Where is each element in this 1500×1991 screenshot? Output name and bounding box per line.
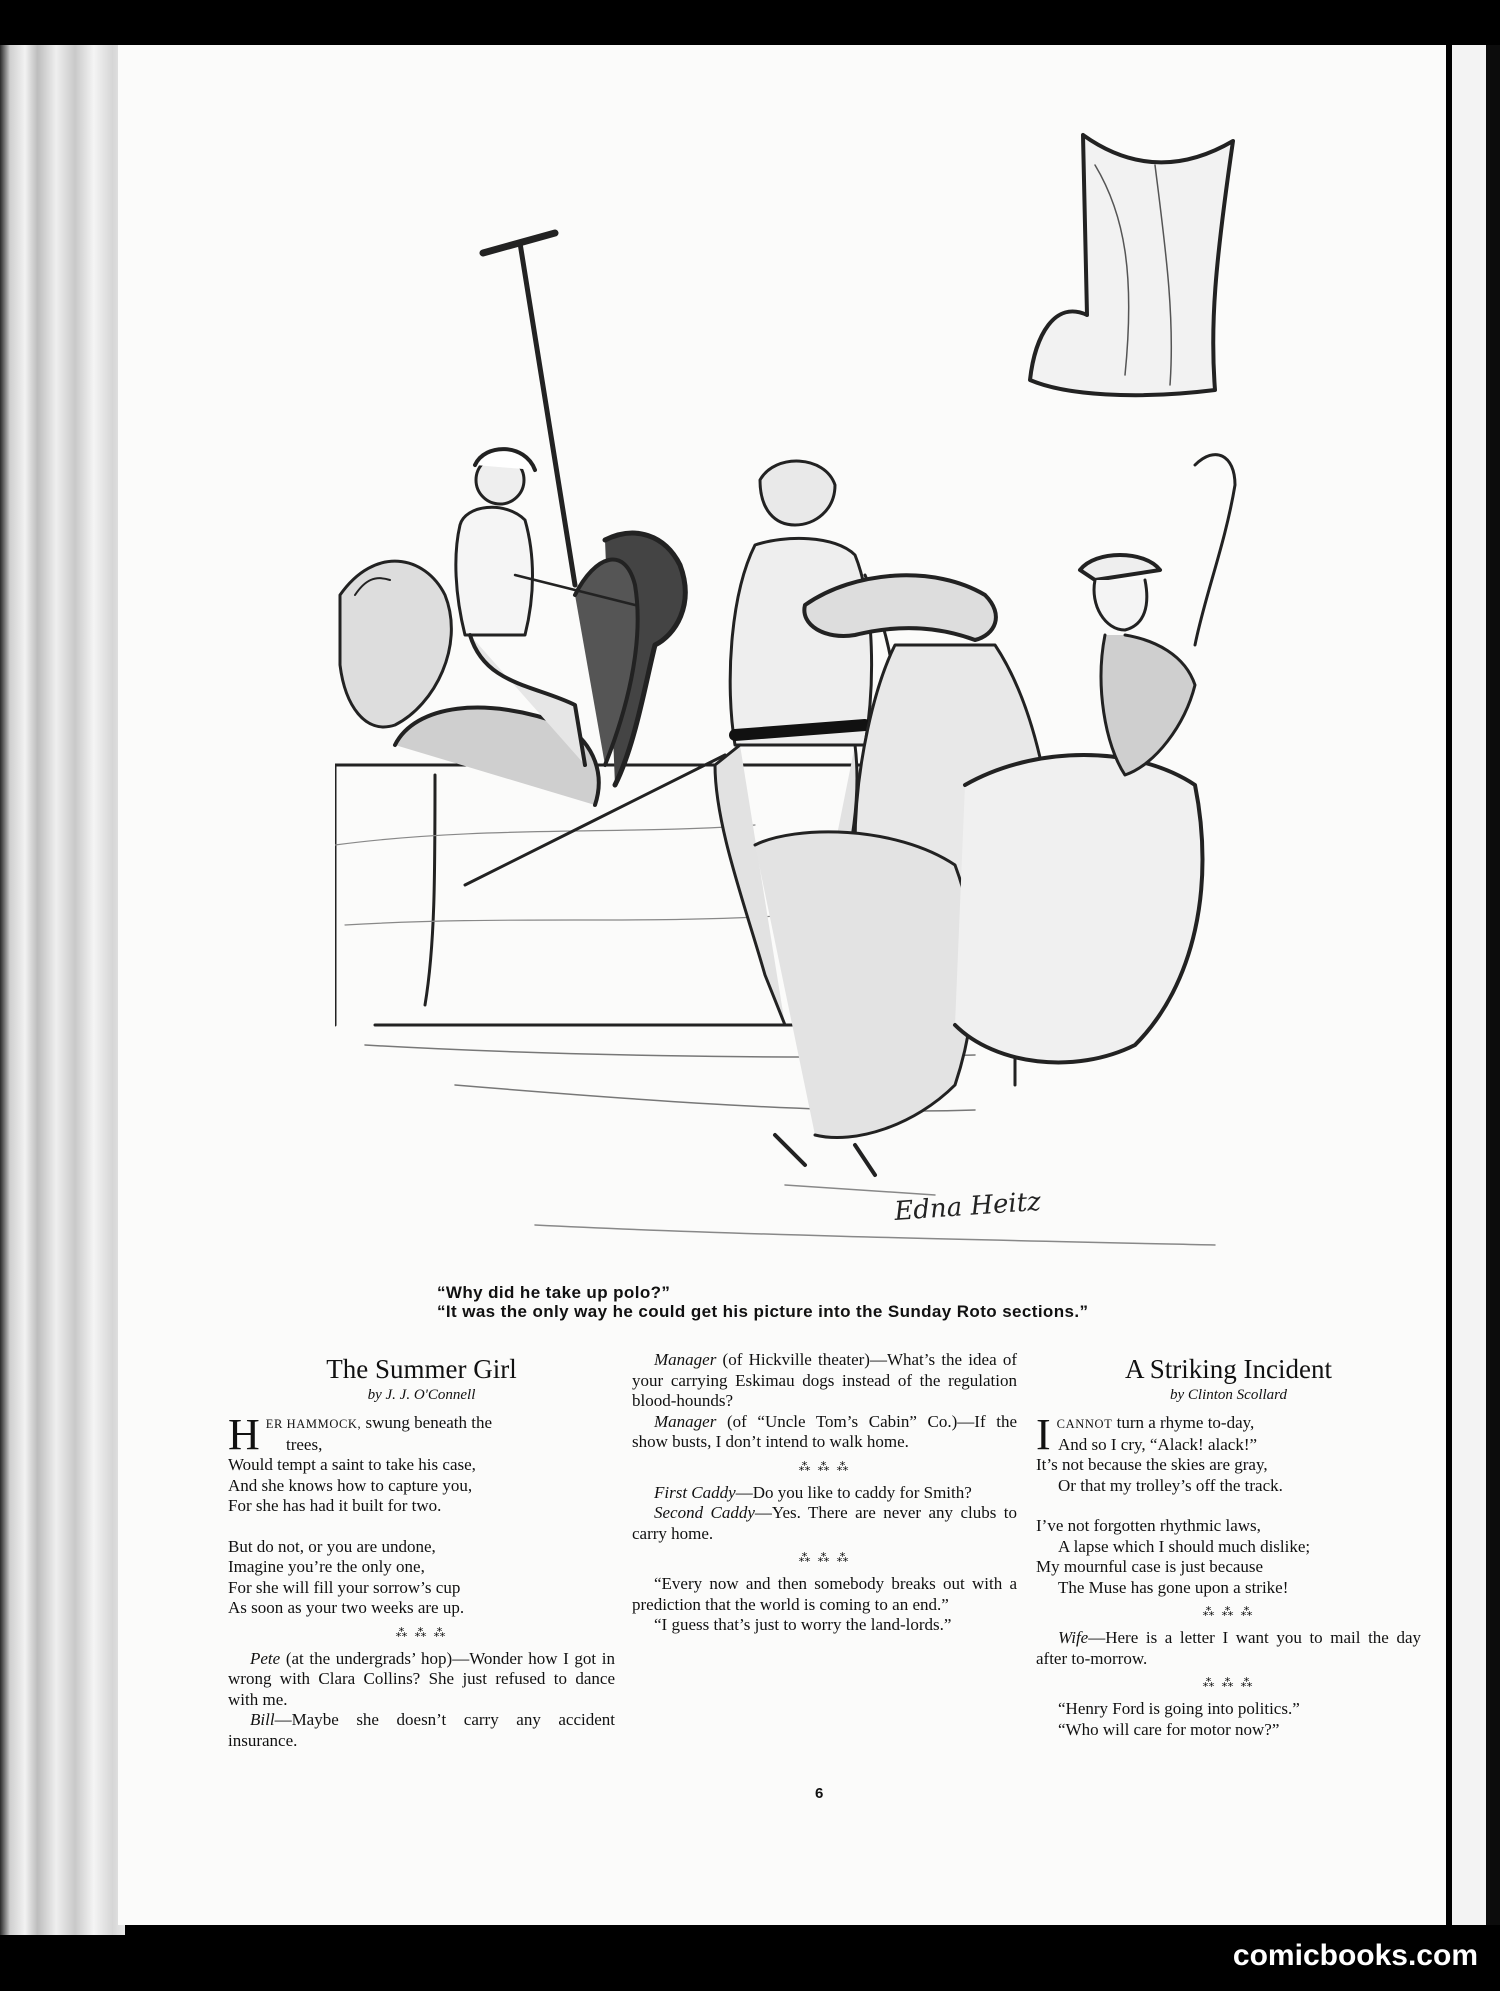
poem-line: It’s not because the skies are gray, xyxy=(1036,1455,1268,1474)
caption-line-1: “Why did he take up polo?” xyxy=(437,1283,671,1302)
small-caps-lead: ER HAMMOCK, xyxy=(265,1417,362,1431)
dog xyxy=(340,561,451,727)
artist-signature: Edna Heitz xyxy=(893,1186,1042,1227)
poem-line: Would tempt a saint to take his case, xyxy=(228,1455,476,1474)
man-boater-hat xyxy=(1080,455,1235,775)
section-ornament: ⁂ ⁂ ⁂ xyxy=(798,1551,851,1565)
facing-page-edge xyxy=(1452,45,1500,1925)
joke-text: —Do you like to caddy for Smith? xyxy=(735,1482,972,1502)
poem-line: Imagine you’re the only one, xyxy=(228,1557,425,1576)
joke-manager-1 xyxy=(632,1350,1017,1412)
first-line-rest: swung beneath the xyxy=(361,1413,493,1432)
joke-text: (at the undergrads’ hop)—Wonder how I got in wrong with Clara Collins? She just refused to dance with me. xyxy=(228,1648,615,1709)
caption-line-2: “It was the only way he could get his picture into the Sunday Roto sections.” xyxy=(437,1302,1089,1321)
joke-text: (of Hickville theater)—What’s the idea of your carrying Eskimau dogs instead of the regulation blood-hounds? xyxy=(632,1350,1017,1410)
speaker: First Caddy xyxy=(654,1482,736,1502)
poem xyxy=(1036,1410,1421,1598)
poem-line: But do not, or you are undone, xyxy=(228,1536,436,1556)
joke-caddy-2 xyxy=(632,1503,1017,1544)
first-line-rest: turn a rhyme to-day, xyxy=(1112,1413,1255,1432)
joke-landlords: “I guess that’s just to worry the land-lords.” xyxy=(654,1615,952,1634)
speaker: Second Caddy xyxy=(654,1503,755,1522)
pennant-flag xyxy=(1030,135,1233,395)
column-striking-incident xyxy=(1036,1350,1421,1740)
page-number: 6 xyxy=(815,1785,824,1802)
drop-cap: I xyxy=(1036,1410,1051,1459)
joke-text: —Yes. There are never any clubs to carry home. xyxy=(632,1503,1017,1543)
section-ornament: ⁂ ⁂ ⁂ xyxy=(798,1459,851,1474)
poem-line: And she knows how to capture you, xyxy=(228,1475,473,1495)
poem-line: As soon as your two weeks are up. xyxy=(228,1598,465,1617)
speaker: Manager xyxy=(654,1411,717,1431)
speaker: Manager xyxy=(654,1350,717,1369)
joke-bill xyxy=(228,1710,615,1751)
joke-ford-2: “Who will care for motor now?” xyxy=(1058,1719,1280,1739)
site-watermark: comicbooks.com xyxy=(1232,1939,1478,1972)
poem-line: Or that my trolley’s off the track. xyxy=(1058,1475,1283,1495)
joke-ford-1: “Henry Ford is going into politics.” xyxy=(1058,1699,1300,1718)
poem-line: A lapse which I should much dislike; xyxy=(1058,1536,1311,1556)
poem-line: trees, xyxy=(286,1434,323,1454)
facing-page-binding xyxy=(1486,45,1500,1925)
poem-first-line xyxy=(1036,1413,1421,1435)
poem xyxy=(228,1410,615,1619)
joke-world-end: “Every now and then somebody breaks out with a prediction that the world is coming to an end.” xyxy=(632,1574,1017,1614)
joke-caddy-1 xyxy=(632,1483,1017,1504)
joke-manager-2 xyxy=(632,1412,1017,1453)
poem-line: And so I cry, “Alack! alack!” xyxy=(1058,1434,1258,1454)
column-jokes xyxy=(632,1350,1017,1636)
poem-line: My mournful case is just because xyxy=(1036,1557,1264,1576)
speaker: Bill xyxy=(250,1710,275,1729)
section-ornament: ⁂ ⁂ ⁂ xyxy=(1202,1605,1255,1619)
poem-line: I’ve not forgotten rhythmic laws, xyxy=(1036,1516,1261,1535)
poem-line: The Muse has gone upon a strike! xyxy=(1058,1577,1289,1597)
joke-text: —Maybe she doesn’t carry any accident insurance. xyxy=(228,1710,615,1750)
article-byline: by J. J. O'Connell xyxy=(367,1387,476,1403)
book-page-edges xyxy=(0,45,125,1935)
speaker: Pete xyxy=(250,1648,281,1668)
poem-line: For she will fill your sorrow’s cup xyxy=(228,1577,461,1597)
polo-illustration xyxy=(335,125,1335,1280)
joke-wife xyxy=(1036,1628,1421,1669)
joke-text: (of “Uncle Tom’s Cabin” Co.)—If the show busts, I don’t intend to walk home. xyxy=(632,1411,1017,1451)
article-title: The Summer Girl xyxy=(326,1354,517,1384)
joke-text: —Here is a letter I want you to mail the day after to-morrow. xyxy=(1036,1628,1421,1668)
section-ornament: ⁂ ⁂ ⁂ xyxy=(1202,1676,1255,1690)
poem-line: For she has had it built for two. xyxy=(228,1496,442,1515)
poem-first-line xyxy=(228,1413,615,1435)
joke-pete xyxy=(228,1649,615,1711)
drop-cap: H xyxy=(228,1410,260,1459)
column-summer-girl xyxy=(228,1350,615,1751)
speaker: Wife xyxy=(1058,1628,1089,1647)
article-title: A Striking Incident xyxy=(1125,1354,1332,1384)
illustration-caption xyxy=(437,1283,1337,1321)
article-byline: by Clinton Scollard xyxy=(1170,1387,1287,1403)
small-caps-lead: CANNOT xyxy=(1056,1417,1113,1431)
section-ornament: ⁂ ⁂ ⁂ xyxy=(395,1625,448,1640)
